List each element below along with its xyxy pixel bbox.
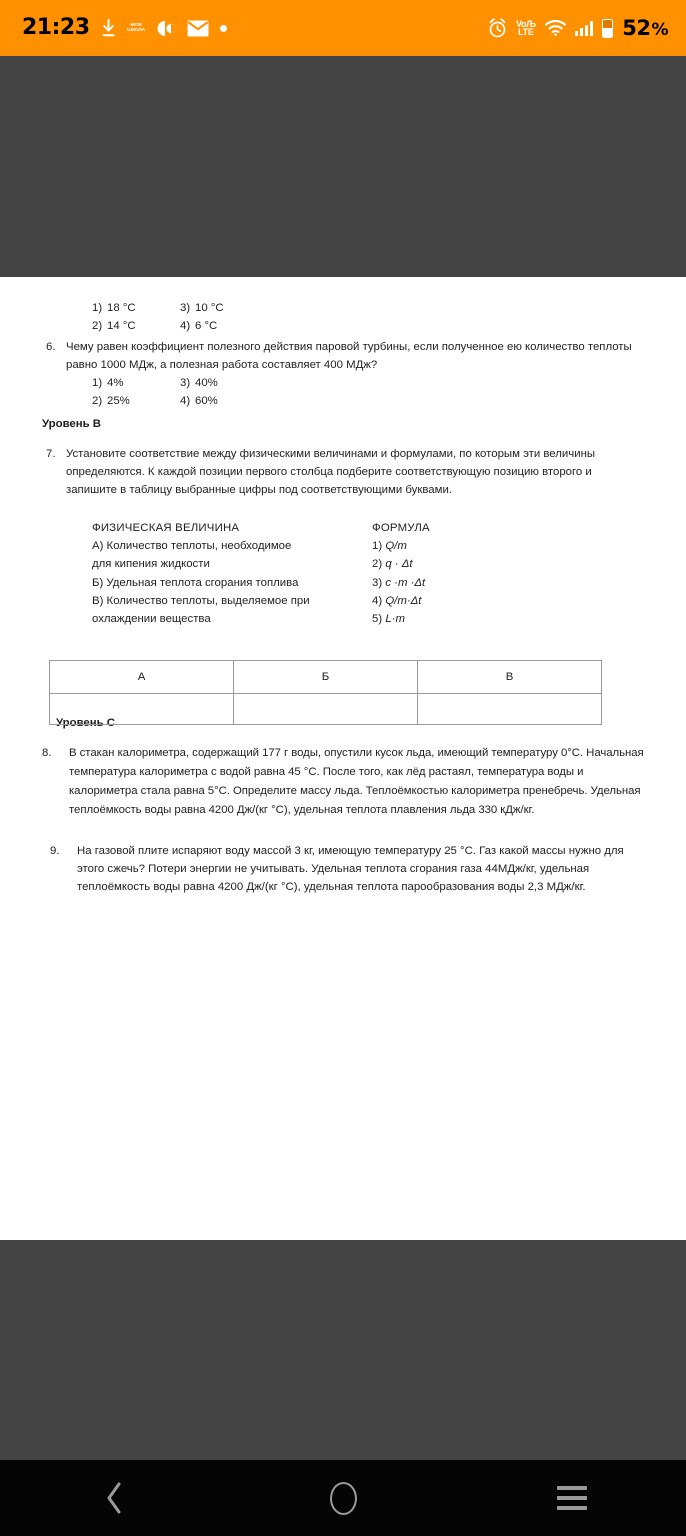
volte-line2: LTE	[518, 27, 534, 37]
android-navigation-bar	[0, 1460, 686, 1536]
formula-item	[372, 610, 572, 628]
answer-cell-v[interactable]	[418, 694, 602, 725]
option-number: 3)	[180, 302, 191, 314]
moya-shkola-app-icon	[127, 19, 146, 38]
option-text: 40%	[195, 376, 218, 389]
contrast-circle-icon	[157, 19, 176, 38]
volte-icon	[516, 20, 536, 37]
option-text: 10 °C	[195, 302, 224, 314]
wifi-icon	[545, 20, 566, 36]
option-number: 2)	[92, 395, 103, 408]
question-6-text: Чему равен коэффициент полезного действия паровой турбины, если полученное ею количество теплоты равно 1000 МДж, а полезная работа составляет 400 МДж?	[66, 340, 632, 371]
recent-apps-button[interactable]	[457, 1460, 686, 1536]
formula-item	[372, 555, 572, 573]
status-bar-left-group	[22, 17, 227, 39]
app-badge-line2: ШКОЛА	[127, 27, 146, 33]
document-viewer[interactable]	[0, 56, 686, 1460]
formula-expression: Q/m·Δt	[385, 594, 422, 607]
formula-number: 4)	[372, 594, 383, 607]
table-header-cell-a: А	[50, 661, 234, 694]
answer-table	[49, 660, 602, 725]
option-text: 18 °C	[107, 302, 136, 314]
formula-number: 3)	[372, 576, 383, 589]
option-number: 1)	[92, 302, 103, 314]
formula-item	[372, 537, 572, 555]
level-c-heading: Уровень С	[56, 717, 116, 730]
quantity-item: А) Количество теплоты, необходимое	[92, 540, 292, 553]
question-9	[50, 842, 644, 896]
battery-percent-label: 52%	[622, 15, 668, 40]
battery-icon	[602, 19, 613, 38]
formulas-header: ФОРМУЛА	[372, 521, 430, 534]
option-text: 25%	[107, 395, 130, 408]
answer-cell-a[interactable]	[50, 694, 234, 725]
option-row	[92, 374, 644, 392]
quantities-header: ФИЗИЧЕСКАЯ ВЕЛИЧИНА	[92, 521, 240, 534]
app-badge-line1: МОЯ	[130, 22, 142, 28]
circle-icon	[330, 1482, 357, 1515]
q6-options	[92, 374, 644, 411]
option-row	[92, 317, 644, 335]
option-text: 60%	[195, 395, 218, 408]
back-button[interactable]	[0, 1460, 229, 1536]
hamburger-icon	[557, 1486, 587, 1510]
quantity-item: В) Количество теплоты, выделяемое при	[92, 594, 310, 607]
formula-expression: L·m	[385, 613, 405, 626]
status-clock: 21:23	[22, 15, 90, 40]
quantity-item: Б) Удельная теплота сгорания топлива	[92, 576, 299, 589]
q5-options	[92, 299, 644, 336]
formula-number: 5)	[372, 613, 383, 626]
question-9-text: На газовой плите испаряют воду массой 3 кг, имеющую температуру 25 °C. Газ какой массы нужно для этого сжечь? Потери энергии не учитывать. Удельная теплота сгорания газа 44МДж/кг, удельная теплоёмкость воды равна 4200 Дж/(кг °C), удельная теплота парообразования воды 2,3 МДж/кг.	[77, 844, 624, 893]
question-6-number: 6.	[46, 340, 56, 353]
quantities-column	[92, 519, 372, 629]
matching-columns	[92, 519, 644, 629]
document-page	[0, 277, 686, 1240]
download-icon	[101, 19, 116, 38]
question-6	[42, 338, 644, 374]
volte-line1: VoЉ	[515, 18, 536, 29]
option-row	[92, 392, 644, 410]
answer-cell-b[interactable]	[234, 694, 418, 725]
question-7-number: 7.	[46, 447, 56, 460]
formula-number: 1)	[372, 540, 383, 553]
option-number: 3)	[180, 376, 191, 389]
question-7	[42, 445, 644, 499]
status-bar	[0, 0, 686, 56]
option-text: 4%	[107, 376, 124, 389]
question-8-text: В стакан калориметра, содержащий 177 г воды, опустили кусок льда, имеющий температуру 0°C. Начальная температура калориметра с водой равна 45 °C. После того, как лёд растаял, температура воды и калориметра стала равна 5°C. Определите массу льда. Теплоёмкостью калориметра пренебречь. Удельная теплоёмкость воды равна 4200 Дж/(кг °C), удельная теплота плавления льда 330 кДж/кг.	[69, 747, 644, 816]
table-answer-row	[50, 694, 602, 725]
formula-expression: q · Δt	[385, 558, 413, 571]
option-text: 14 °C	[107, 320, 136, 333]
option-text: 6 °C	[195, 320, 218, 333]
table-header-cell-v: В	[418, 661, 602, 694]
formula-expression: c ·m ·Δt	[385, 576, 426, 589]
mail-icon	[187, 20, 209, 37]
level-b-heading: Уровень В	[42, 417, 102, 430]
option-number: 4)	[180, 320, 191, 333]
formula-item	[372, 592, 572, 610]
formulas-column	[372, 519, 572, 629]
option-row	[92, 299, 644, 317]
option-number: 2)	[92, 320, 103, 333]
formula-item	[372, 574, 572, 592]
status-bar-right-group	[488, 15, 668, 40]
question-8	[42, 744, 644, 819]
question-7-text: Установите соответствие между физическими величинами и формулами, по которым эти величины определяются. К каждой позиции первого столбца подберите соответствующую позицию второго и запишите в таблицу выбранные цифры под соответствующими буквами.	[66, 447, 596, 496]
question-9-number: 9.	[50, 844, 60, 857]
quantity-item: для кипения жидкости	[92, 558, 210, 571]
table-header-row	[50, 661, 602, 694]
table-header-cell-b: Б	[234, 661, 418, 694]
home-button[interactable]	[229, 1460, 458, 1536]
question-8-number: 8.	[42, 747, 52, 760]
formula-number: 2)	[372, 558, 383, 571]
signal-bars-icon	[575, 20, 594, 36]
option-number: 4)	[180, 395, 191, 408]
chevron-left-icon	[104, 1481, 124, 1515]
option-number: 1)	[92, 376, 103, 389]
dot-icon	[220, 25, 227, 32]
alarm-icon	[488, 18, 507, 38]
quantity-item: охлаждении вещества	[92, 613, 211, 626]
formula-expression: Q/m	[385, 540, 407, 553]
